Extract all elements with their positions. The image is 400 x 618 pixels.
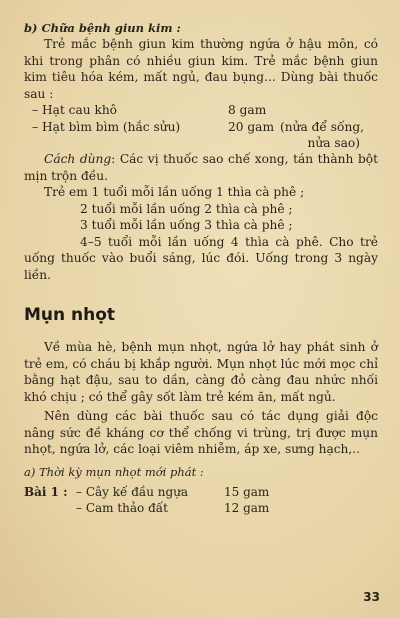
bai-item-qty: 12 gam (224, 500, 270, 515)
dose-line: Trẻ em 1 tuổi mỗi lần uống 1 thìa cà phê ; (44, 185, 305, 199)
usage-paragraph (24, 151, 378, 184)
section-heading: Mụn nhọt (24, 305, 116, 325)
dose-line: 3 tuổi mỗi lần uống 3 thìa cà phê ; (80, 218, 293, 232)
bai-item-name: – Cam thảo đất (76, 500, 168, 515)
subsection-a-title: a) Thời kỳ mụn nhọt mới phát : (24, 464, 204, 479)
dose-line: 2 tuổi mỗi lần uống 2 thìa cà phê ; (80, 201, 293, 216)
ingredient-row (24, 102, 378, 119)
bai-item-name: – Cây kế đầu ngựa (76, 484, 189, 499)
ingredient-list (24, 102, 378, 151)
ingredient-name: – Hạt bìm bìm (hắc sửu) (32, 119, 181, 134)
bai-1-list (24, 484, 378, 516)
ingredient-note-continued: nửa sao) (307, 136, 360, 150)
usage-label: Cách dùng (44, 152, 112, 166)
bai-row (24, 500, 378, 516)
mun-paragraph-2: Nên dùng các bài thuốc sau có tác dụng giải độc nâng sức đề kháng cơ thể chống vi trùng, trị được mụn nhọt, ngứa lở, các loại viêm nhiễm, áp xe, sưng hạch,.. (24, 409, 378, 456)
bai-label: Bài 1 : (24, 484, 68, 499)
ingredient-qty: 8 gam (228, 103, 267, 117)
page-number: 33 (363, 590, 380, 604)
mun-paragraph-1: Về mùa hè, bệnh mụn nhọt, ngứa lở hay phát sinh ở trẻ em, có cháu bị khắp người. Mụn nhọt lúc mới mọc chỉ bằng hạt đậu, sau to dần, càng đỏ càng đau nhức nhối khó chịu ; có thể gây sốt làm trẻ kém ăn, mất ngủ. (24, 340, 378, 404)
section-b-title: b) Chữa bệnh giun kim : (24, 21, 181, 35)
dose-list (24, 184, 378, 283)
ingredient-name: – Hạt cau khô (32, 103, 118, 117)
ingredient-note (280, 102, 378, 119)
bai-item-qty: 15 gam (224, 484, 270, 499)
ingredient-note: (nửa để sống, (280, 119, 365, 134)
usage-text: : Các vị thuốc sao chế xong, tán thành bột mịn trộn đều. (24, 152, 378, 183)
ingredient-qty: 20 gam (228, 119, 275, 134)
section-b-intro: Trẻ mắc bệnh giun kim thường ngứa ở hậu môn, có khi trong phân có nhiều giun kim. Trẻ mắc bệnh giun kim tiêu hóa kém, mất ngủ, đau bụng... Dùng bài thuốc sau : (24, 37, 378, 101)
ingredient-row (24, 119, 378, 136)
bai-row (24, 484, 378, 500)
dose-last-paragraph: 4–5 tuổi mỗi lần uống 4 thìa cà phê. Cho trẻ uống thuốc vào buổi sáng, lúc đói. Uống trong 3 ngày liền. (24, 234, 378, 282)
